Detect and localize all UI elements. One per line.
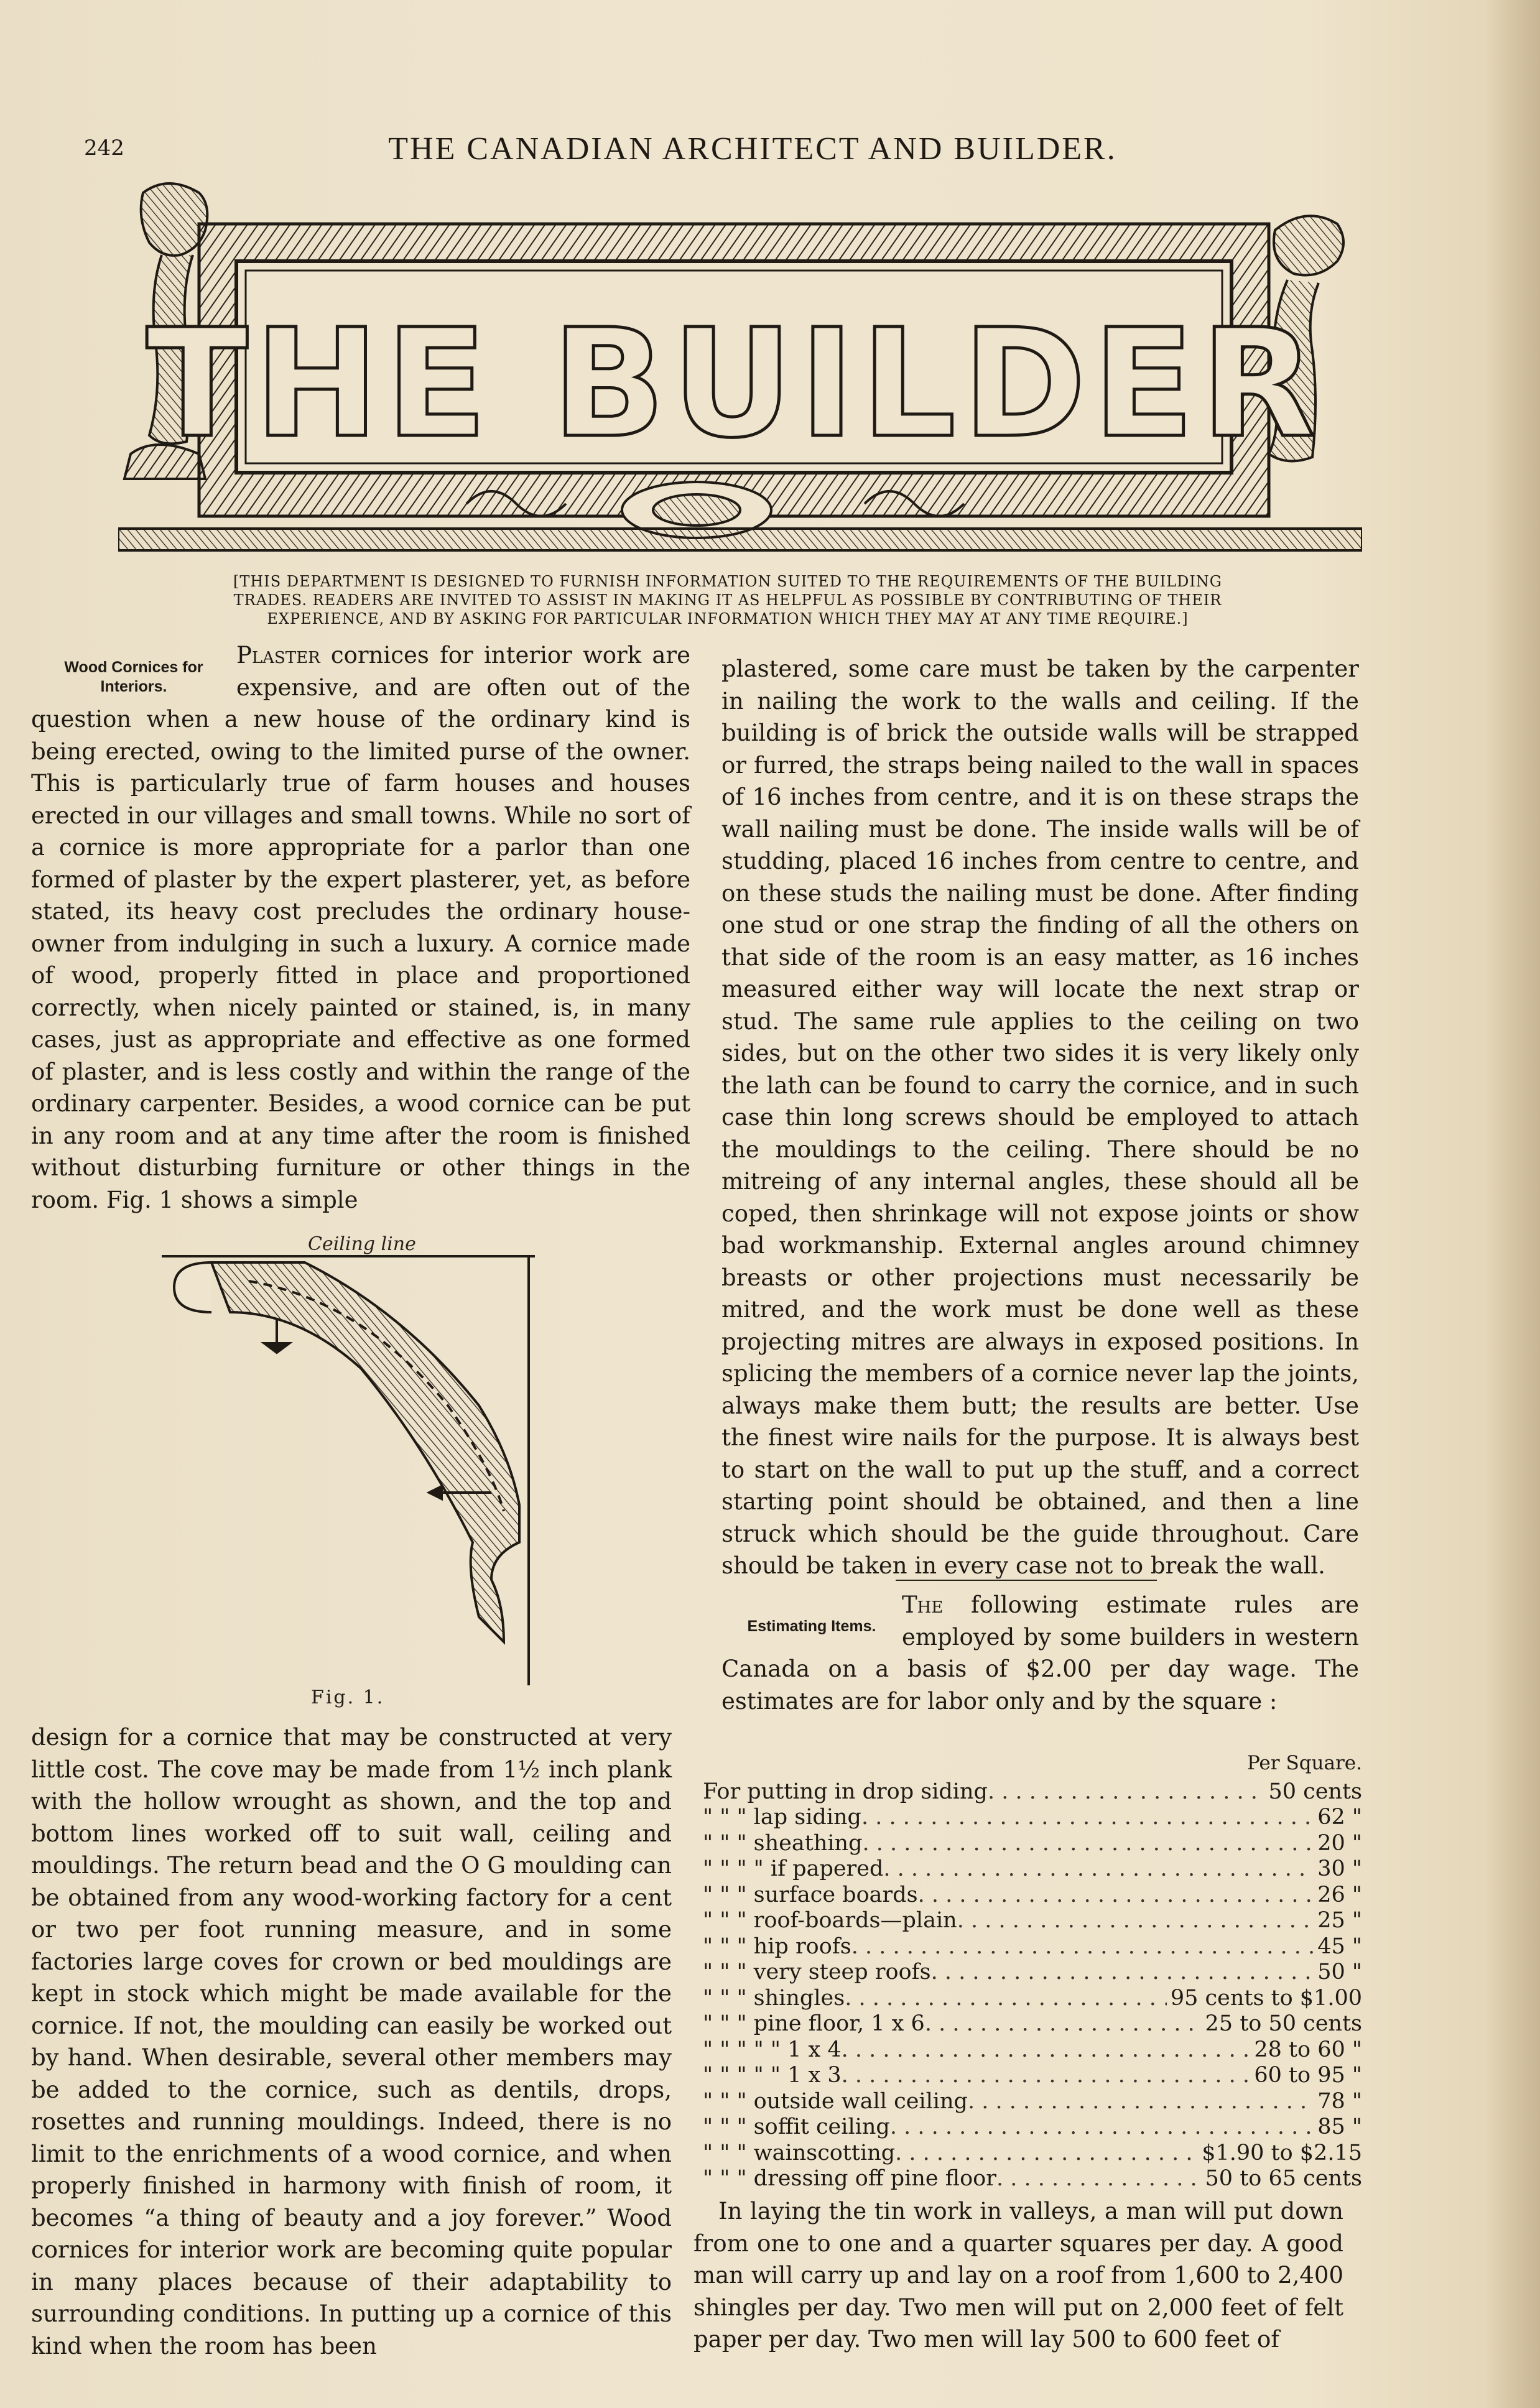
rate-row [703, 1908, 1362, 1934]
rate-value: 50 cents [1268, 1779, 1362, 1804]
rate-value: 85 " [1317, 2114, 1362, 2139]
rate-leader-dots [842, 2037, 1251, 2063]
rate-leader-dots [863, 1831, 1314, 1857]
builder-banner [118, 180, 1362, 578]
rate-row [703, 2011, 1362, 2037]
sidehead-wood-cornices: Wood Cornices for Interiors. [64, 659, 203, 695]
sidehead-estimating-items: Estimating Items. [747, 1618, 876, 1635]
figure-caption: Fig. 1. [311, 1687, 385, 1708]
rate-label: " " " " " 1 x 4 [703, 2037, 842, 2062]
rate-label: " " " soffit ceiling [703, 2114, 890, 2139]
rate-label: " " " pine floor, 1 x 6 [703, 2011, 925, 2036]
rate-value: 50 " [1317, 1960, 1362, 1984]
rate-leader-dots [968, 2089, 1314, 2115]
rate-row [703, 1934, 1362, 1960]
rate-row [703, 1882, 1362, 1909]
paragraph-text: following estimate rules are employed by some builders in western Canada on a basis of $2.00 per day wage. The estimates are for labor only and by the square : [721, 1591, 1359, 1715]
rate-leader-dots [883, 1856, 1314, 1882]
running-head: THE CANADIAN ARCHITECT AND BUILDER. [388, 131, 1117, 167]
rate-row [703, 2166, 1362, 2192]
rate-row [703, 2037, 1362, 2063]
rate-row [703, 2089, 1362, 2115]
rate-value: 45 " [1317, 1933, 1362, 1959]
rate-leader-dots [988, 1779, 1265, 1805]
rate-label: " " " surface boards [703, 1882, 918, 1907]
banner-title: THE BUILDER [146, 297, 1322, 471]
rate-leader-dots [890, 2114, 1314, 2141]
rate-leader-dots [861, 1805, 1314, 1831]
rate-label: " " " wainscotting [703, 2140, 896, 2165]
article-wood-cornices-part3 [721, 653, 1359, 1582]
article-estimating-items [721, 1589, 1359, 1717]
rate-label: " " " roof-boards—plain [703, 1908, 957, 1933]
rate-leader-dots [895, 2141, 1198, 2167]
article-wood-cornices-part2 [31, 1721, 672, 2362]
rate-label: " " " " " 1 x 3 [703, 2063, 842, 2088]
rates-table [703, 1751, 1362, 2192]
section-divider [896, 1580, 1157, 1581]
rate-row [703, 1856, 1362, 1882]
rate-leader-dots [845, 1986, 1167, 2012]
rate-leader-dots [996, 2166, 1202, 2192]
rate-row [703, 1831, 1362, 1857]
rate-label: " " " very steep roofs [703, 1960, 931, 1984]
department-note: [THIS DEPARTMENT IS DESIGNED TO FURNISH INFORMATION SUITED TO THE REQUIREMENTS OF THE BUILDING TRADES. READERS ARE INVITED TO ASSIST IN MAKING IT AS HELPFUL AS POSSIBLE BY CONTRIBUTING OF THEIR EXPERIENCE, AND BY ASKING FOR PARTICULAR INFORMATION WHICH THEY MAY AT ANY TIME REQUIRE.] [233, 573, 1222, 627]
ceiling-line-handwriting: Ceiling line [308, 1233, 416, 1255]
paragraph: plastered, some care must be taken by the carpenter in nailing the work to the walls and ceiling. If the building is of brick the outside walls will be strapped or furred, the straps being nailed to the wall in spaces of 16 inches from centre, and it is on these straps the wall nailing must be done. The inside walls will be of studding, placed 16 inches from centre to centre, and on these studs the nailing must be done. After finding one stud or one strap the finding of all the others on that side of the room is an easy matter, as 16 inches measured either way will locate the next strap or stud. The same rule applies to the ceiling on two sides, but on the other two sides it is very likely only the lath can be found to carry the cornice, and in such case thin long screws should be employed to attach the mouldings to the ceiling. There should be no mitreing of any internal angles, these should all be coped, then shrinkage will not expose joints or show bad workmanship. External angles around chimney breasts or other projections must necessarily be mitred, and the work must be done well as these projecting mitres are always in exposed positions. In splicing the members of a cornice never lap the joints, always make them butt; the results are better. Use the finest wire nails for the purpose. It is always best to start on the wall to put up the stuff, and a correct starting point should be obtained, and then a line struck which should be the guide throughout. Care should be taken in every case not to break the wall. [721, 655, 1359, 1579]
lead-word: The [902, 1591, 944, 1618]
rate-label: " " " sheathing [703, 1830, 863, 1856]
rate-value: 62 " [1317, 1805, 1362, 1830]
rate-label: " " " outside wall ceiling [703, 2088, 968, 2114]
article-estimating-closing [693, 2195, 1343, 2356]
page-number: 242 [84, 136, 124, 160]
rate-leader-dots [918, 1882, 1314, 1909]
rates-column-header: Per Square. [1246, 1752, 1362, 1774]
rate-leader-dots [931, 1960, 1314, 1986]
rate-value: 20 " [1317, 1830, 1362, 1856]
rate-leader-dots [851, 1934, 1314, 1960]
paragraph: In laying the tin work in valleys, a man will put down from one to one and a quarter squares per day. A good man will carry up and lay on a roof from 1,600 to 2,400 shingles per day. Two men will put on 2,000 feet of felt paper per day. Two men will lay 500 to 600 feet of [693, 2198, 1343, 2353]
rate-value: 78 " [1317, 2088, 1362, 2114]
rate-label: " " " hip roofs [703, 1933, 851, 1959]
rate-leader-dots [925, 2011, 1202, 2037]
article-wood-cornices-part1 [31, 639, 690, 1216]
rate-leader-dots [957, 1908, 1314, 1934]
paragraph-text: cornices for interior work are expensive, and are often out of the question when a new house of the ordinary kind is being erected, owing to the limited purse of the owner. This is particularly true of farm houses and houses erected in our villages and small towns. While no sort of a cornice is more appropriate for a parlor than one formed of plaster by the expert plasterer, yet, as before stated, its heavy cost precludes the ordinary house-owner from indulging in such a luxury. A cornice made of wood, properly fitted in place and proportioned correctly, when nicely painted or stained, is, in many cases, just as appropriate and effective as one formed of plaster, and is less costly and within the range of the ordinary carpenter. Besides, a wood cornice can be put in any room and at any time after the room is finished without disturbing furniture or other things in the room. Fig. 1 shows a simple [31, 642, 691, 1213]
rate-value: 95 cents to $1.00 [1170, 1985, 1362, 2011]
rate-row [703, 1986, 1362, 2012]
rate-label: " " " dressing off pine floor [703, 2166, 996, 2191]
paragraph [31, 639, 690, 1216]
rate-value: 50 to 65 cents [1205, 2166, 1362, 2191]
paragraph [721, 1589, 1359, 1717]
rate-value: 60 to 95 " [1254, 2063, 1362, 2088]
rate-row [703, 2114, 1362, 2141]
rate-row [703, 1960, 1362, 1986]
lead-word: Plaster [236, 642, 320, 669]
rate-value: 25 to 50 cents [1205, 2011, 1362, 2036]
rate-label: " " " lap siding [703, 1805, 861, 1830]
rate-value: 28 to 60 " [1254, 2037, 1362, 2062]
rate-row [703, 1805, 1362, 1831]
page-edge-shadow [1484, 0, 1540, 2408]
rate-row [703, 2063, 1362, 2089]
rates-rows [703, 1779, 1362, 2192]
rate-value: 30 " [1317, 1856, 1362, 1881]
rate-label: " " " " if papered [703, 1856, 884, 1881]
rate-label: " " " shingles [703, 1985, 845, 2011]
cornice-figure [155, 1219, 554, 1692]
rate-value: 26 " [1317, 1882, 1362, 1907]
rate-row [703, 1779, 1362, 1805]
rate-leader-dots [842, 2063, 1251, 2089]
rate-label: For putting in drop siding [703, 1779, 988, 1804]
rate-row [703, 2141, 1362, 2167]
rate-value: 25 " [1317, 1908, 1362, 1933]
paragraph: design for a cornice that may be constructed at very little cost. The cove may be made from 1½ inch plank with the hollow wrought as shown, and the top and bottom lines worked off to suit wall, ceiling and mouldings. The return bead and the O G moulding can be obtained from any wood-working factory for a cent or two per foot running measure, and in some factories large coves for crown or bed mouldings are kept in stock which might be made available for the cornice. If not, the moulding can easily be worked out by hand. When desirable, several other members may be added to the cornice, such as dentils, drops, rosettes and running mouldings. Indeed, there is no limit to the enrichments of a wood cornice, and when properly finished in harmony with finish of room, it becomes “a thing of beauty and a joy forever.” Wood cornices for interior work are becoming quite popular in many places because of their adaptability to surrounding conditions. In putting up a cornice of this kind when the room has been [31, 1724, 672, 2359]
rate-value: $1.90 to $2.15 [1202, 2140, 1362, 2165]
